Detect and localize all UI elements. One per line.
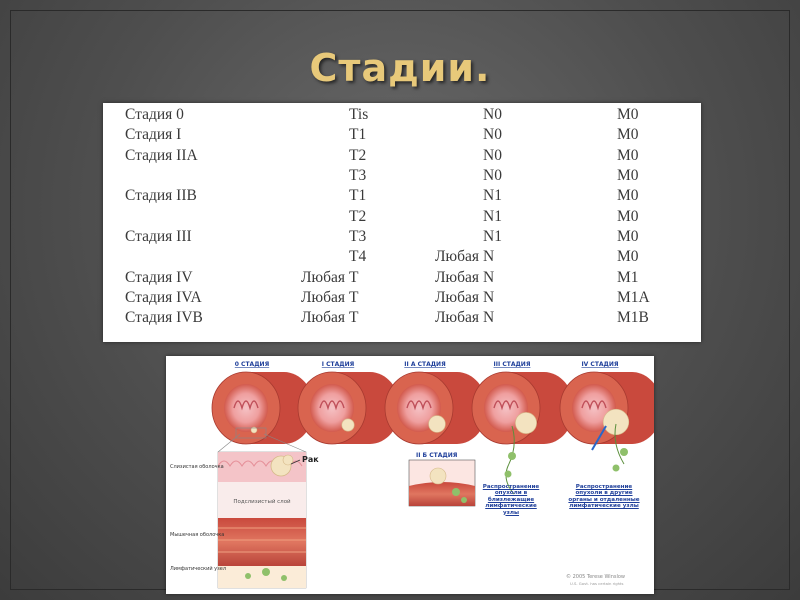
m-cell: M1 — [617, 268, 639, 286]
n-qualifier-cell: Любая — [435, 309, 479, 327]
m-cell: M0 — [617, 227, 639, 245]
n-qualifier-cell — [419, 186, 483, 206]
m-cell: M0 — [617, 167, 639, 185]
m-cell: M0 — [617, 187, 639, 205]
t-cell: T1 — [349, 187, 367, 205]
slide-title: Стадии. — [309, 46, 491, 90]
m-cell: M0 — [617, 126, 639, 144]
table-row — [125, 227, 677, 247]
t-qualifier-cell — [283, 227, 349, 247]
stage-cell — [125, 247, 283, 267]
stage-cell: Стадия I — [125, 126, 182, 144]
t-qualifier-cell: Любая — [301, 288, 345, 306]
t-qualifier-cell — [283, 206, 349, 226]
m-cell: M1B — [617, 309, 649, 327]
table-row — [125, 105, 677, 125]
stage-cell: Стадия IVB — [125, 309, 203, 327]
staging-table — [125, 105, 677, 328]
muscularis-label: Мышечная оболочка — [170, 532, 225, 538]
spread-nodes-callout — [480, 484, 542, 528]
copyright-text: © 2005 Terese Winslow — [566, 574, 626, 580]
t-qualifier-cell — [283, 186, 349, 206]
table-row — [125, 125, 677, 145]
stage-label: I СТАДИЯ — [321, 361, 355, 368]
m-cell: M0 — [617, 207, 639, 225]
n-qualifier-cell — [419, 105, 483, 125]
stage-iib-label: II Б СТАДИЯ — [416, 452, 458, 459]
stage-cell: Стадия III — [125, 227, 192, 245]
n-qualifier-cell: Любая — [435, 268, 479, 286]
m-cell: M0 — [617, 248, 639, 266]
n-cell: N — [483, 268, 495, 286]
colon-section-4 — [560, 372, 654, 444]
t-cell: T2 — [349, 207, 367, 225]
stage-cell — [125, 166, 283, 186]
table-row — [125, 267, 677, 287]
m-cell: M1A — [617, 288, 650, 306]
stage-label: III СТАДИЯ — [493, 361, 531, 368]
spread-nodes-text: Распространение опухоли в близлежащие лимфатические узлы — [482, 484, 540, 516]
table-row — [125, 288, 677, 308]
stage-iib-inset — [409, 460, 475, 506]
spread-distant-callout — [568, 484, 640, 528]
t-cell: T4 — [349, 248, 367, 266]
n-cell: N — [483, 288, 495, 306]
stage-cell: Стадия 0 — [125, 106, 184, 124]
table-row — [125, 247, 677, 267]
n-cell: N — [483, 309, 495, 327]
mucosa-label: Слизистая оболочка — [170, 464, 224, 470]
n-cell: N1 — [483, 207, 502, 225]
t-cell: Tis — [349, 106, 369, 124]
stage-cell: Стадия IV — [125, 268, 193, 286]
n-qualifier-cell — [419, 206, 483, 226]
spread-distant-text: Распространение опухоли в другие органы и отдаленные лимфатические узлы — [568, 484, 640, 510]
stage-cell: Стадия IIA — [125, 146, 198, 164]
colon-section-3 — [472, 372, 574, 444]
stage-label: IV СТАДИЯ — [581, 361, 619, 368]
lymph-node-label: Лимфатический узел — [170, 566, 227, 572]
table-row — [125, 166, 677, 186]
illustration-svg — [166, 356, 654, 594]
n-cell: N0 — [483, 167, 502, 185]
n-qualifier-cell — [419, 146, 483, 166]
n-cell: N — [483, 248, 495, 266]
table-row — [125, 206, 677, 226]
stages-illustration — [166, 356, 654, 594]
t-qualifier-cell — [283, 125, 349, 145]
stage-cell — [125, 206, 283, 226]
submucosa-label: Подслизистый слой — [233, 499, 291, 505]
stage-label: 0 СТАДИЯ — [234, 361, 270, 368]
t-qualifier-cell: Любая — [301, 268, 345, 286]
t-qualifier-cell: Любая — [301, 309, 345, 327]
n-cell: N0 — [483, 126, 502, 144]
colon-cross-sections — [212, 372, 654, 444]
table-row — [125, 146, 677, 166]
n-qualifier-cell: Любая — [435, 248, 479, 266]
table-row — [125, 186, 677, 206]
n-qualifier-cell — [419, 125, 483, 145]
t-cell: T3 — [349, 227, 367, 245]
n-cell: N1 — [483, 187, 502, 205]
m-cell: M0 — [617, 146, 639, 164]
t-cell: T — [349, 309, 359, 327]
n-cell: N0 — [483, 146, 502, 164]
t-cell: T2 — [349, 146, 367, 164]
n-qualifier-cell — [419, 227, 483, 247]
t-qualifier-cell — [283, 166, 349, 186]
cancer-label: Рак — [302, 455, 319, 464]
n-cell: N0 — [483, 106, 502, 124]
table-row — [125, 308, 677, 328]
staging-table-panel — [103, 103, 701, 342]
stage-labels — [235, 361, 619, 368]
t-qualifier-cell — [283, 146, 349, 166]
stage-cell: Стадия IVA — [125, 288, 202, 306]
wall-layers-diagram — [218, 428, 306, 588]
n-qualifier-cell: Любая — [435, 288, 479, 306]
stage-label: II А СТАДИЯ — [404, 361, 446, 368]
copyright-subtext: U.S. Govt. has certain rights — [570, 581, 624, 586]
t-cell: T — [349, 268, 359, 286]
t-cell: T3 — [349, 167, 367, 185]
t-qualifier-cell — [283, 105, 349, 125]
t-cell: T1 — [349, 126, 367, 144]
stage-cell: Стадия IIB — [125, 187, 197, 205]
m-cell: M0 — [617, 106, 639, 124]
t-cell: T — [349, 288, 359, 306]
n-qualifier-cell — [419, 166, 483, 186]
n-cell: N1 — [483, 227, 502, 245]
t-qualifier-cell — [283, 247, 349, 267]
